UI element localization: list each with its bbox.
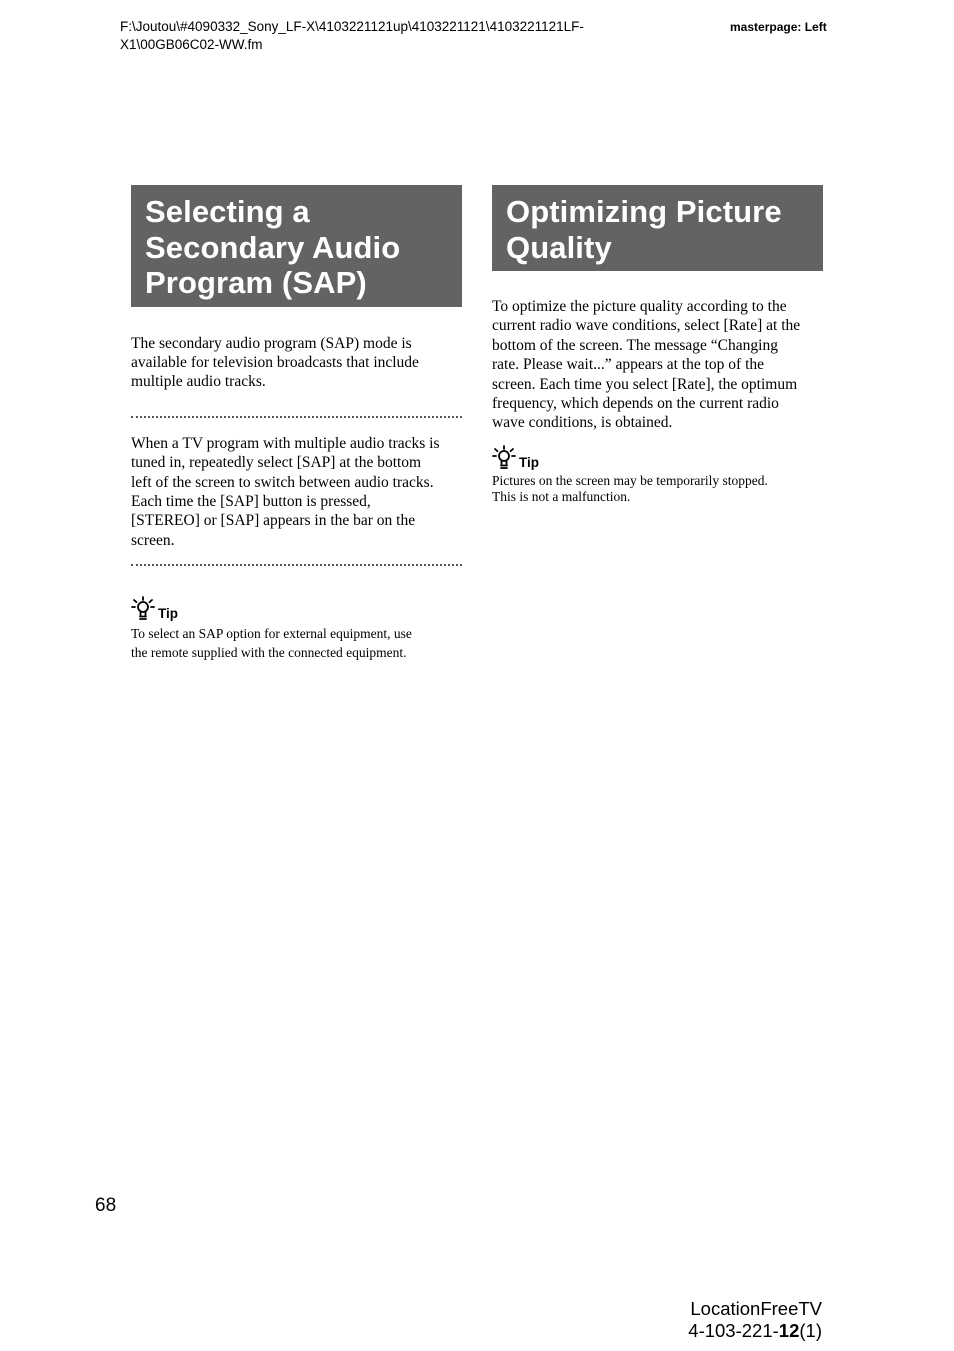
title-line: Optimizing Picture [506, 194, 782, 229]
text-line: When a TV program with multiple audio tracks is [131, 434, 440, 452]
dotted-divider [131, 564, 462, 566]
file-path-line-2: X1\00GB06C02-WW.fm [120, 37, 263, 52]
text-line: Each time the [SAP] button is pressed, [131, 492, 371, 510]
text-line: bottom of the screen. The message “Changing [492, 336, 778, 354]
code-bold: 12 [778, 1320, 800, 1341]
text-line: wave conditions, is obtained. [492, 414, 673, 432]
sap-procedure-paragraph [131, 434, 462, 550]
masterpage-label: masterpage: Left [730, 20, 827, 34]
text-line: screen. Each time you select [Rate], the optimum [492, 375, 798, 393]
text-line: screen. [131, 531, 175, 549]
tip-text [131, 624, 462, 662]
tip-heading [131, 596, 462, 622]
text-line: To optimize the picture quality according to the [492, 298, 787, 315]
document-code [688, 1320, 822, 1342]
tip-heading [492, 445, 823, 471]
tip-label: Tip [158, 606, 178, 622]
sap-section-title [131, 185, 462, 307]
tip-label: Tip [519, 454, 539, 470]
text-line: The secondary audio program (SAP) mode is [131, 334, 412, 352]
page-number: 68 [95, 1195, 117, 1216]
title-line: Quality [506, 229, 612, 265]
title-line: Selecting a [145, 194, 310, 229]
text-line: This is not a malfunction. [492, 489, 631, 505]
text-line: current radio wave conditions, select [Rate] at the [492, 317, 801, 335]
text-line: the remote supplied with the connected equipment. [131, 645, 407, 661]
file-path-header [120, 18, 650, 54]
sap-intro-paragraph [131, 334, 462, 392]
text-line: tuned in, repeatedly select [SAP] at the bottom [131, 454, 422, 472]
text-line: multiple audio tracks. [131, 373, 266, 391]
text-line: [STEREO] or [SAP] appears in the bar on the [131, 512, 416, 530]
code-suffix: (1) [799, 1320, 822, 1341]
picture-quality-section-title [492, 185, 823, 271]
text-line: To select an SAP option for external equipment, use [131, 626, 412, 642]
dotted-divider [131, 416, 462, 418]
sap-section [131, 185, 462, 662]
title-line: Program (SAP) [145, 265, 367, 300]
text-line: frequency, which depends on the current radio [492, 395, 779, 413]
file-path-line-1: F:\Joutou\#4090332_Sony_LF-X\4103221121up\4103221121\4103221121LF- [120, 19, 584, 34]
text-line: left of the screen to switch between audio tracks. [131, 473, 434, 491]
text-line: rate. Please wait...” appears at the top of the [492, 356, 764, 374]
picture-quality-paragraph [492, 297, 823, 433]
code-prefix: 4-103-221- [688, 1320, 779, 1341]
text-line: available for television broadcasts that include [131, 353, 419, 371]
footer [688, 1298, 822, 1342]
title-line: Secondary Audio [145, 229, 401, 265]
product-name: LocationFreeTV [690, 1298, 822, 1319]
text-line: Pictures on the screen may be temporarily stopped. [492, 472, 768, 488]
lightbulb-icon [131, 596, 155, 622]
lightbulb-icon [492, 445, 516, 471]
tip-text [492, 473, 823, 506]
picture-quality-section [492, 185, 823, 506]
